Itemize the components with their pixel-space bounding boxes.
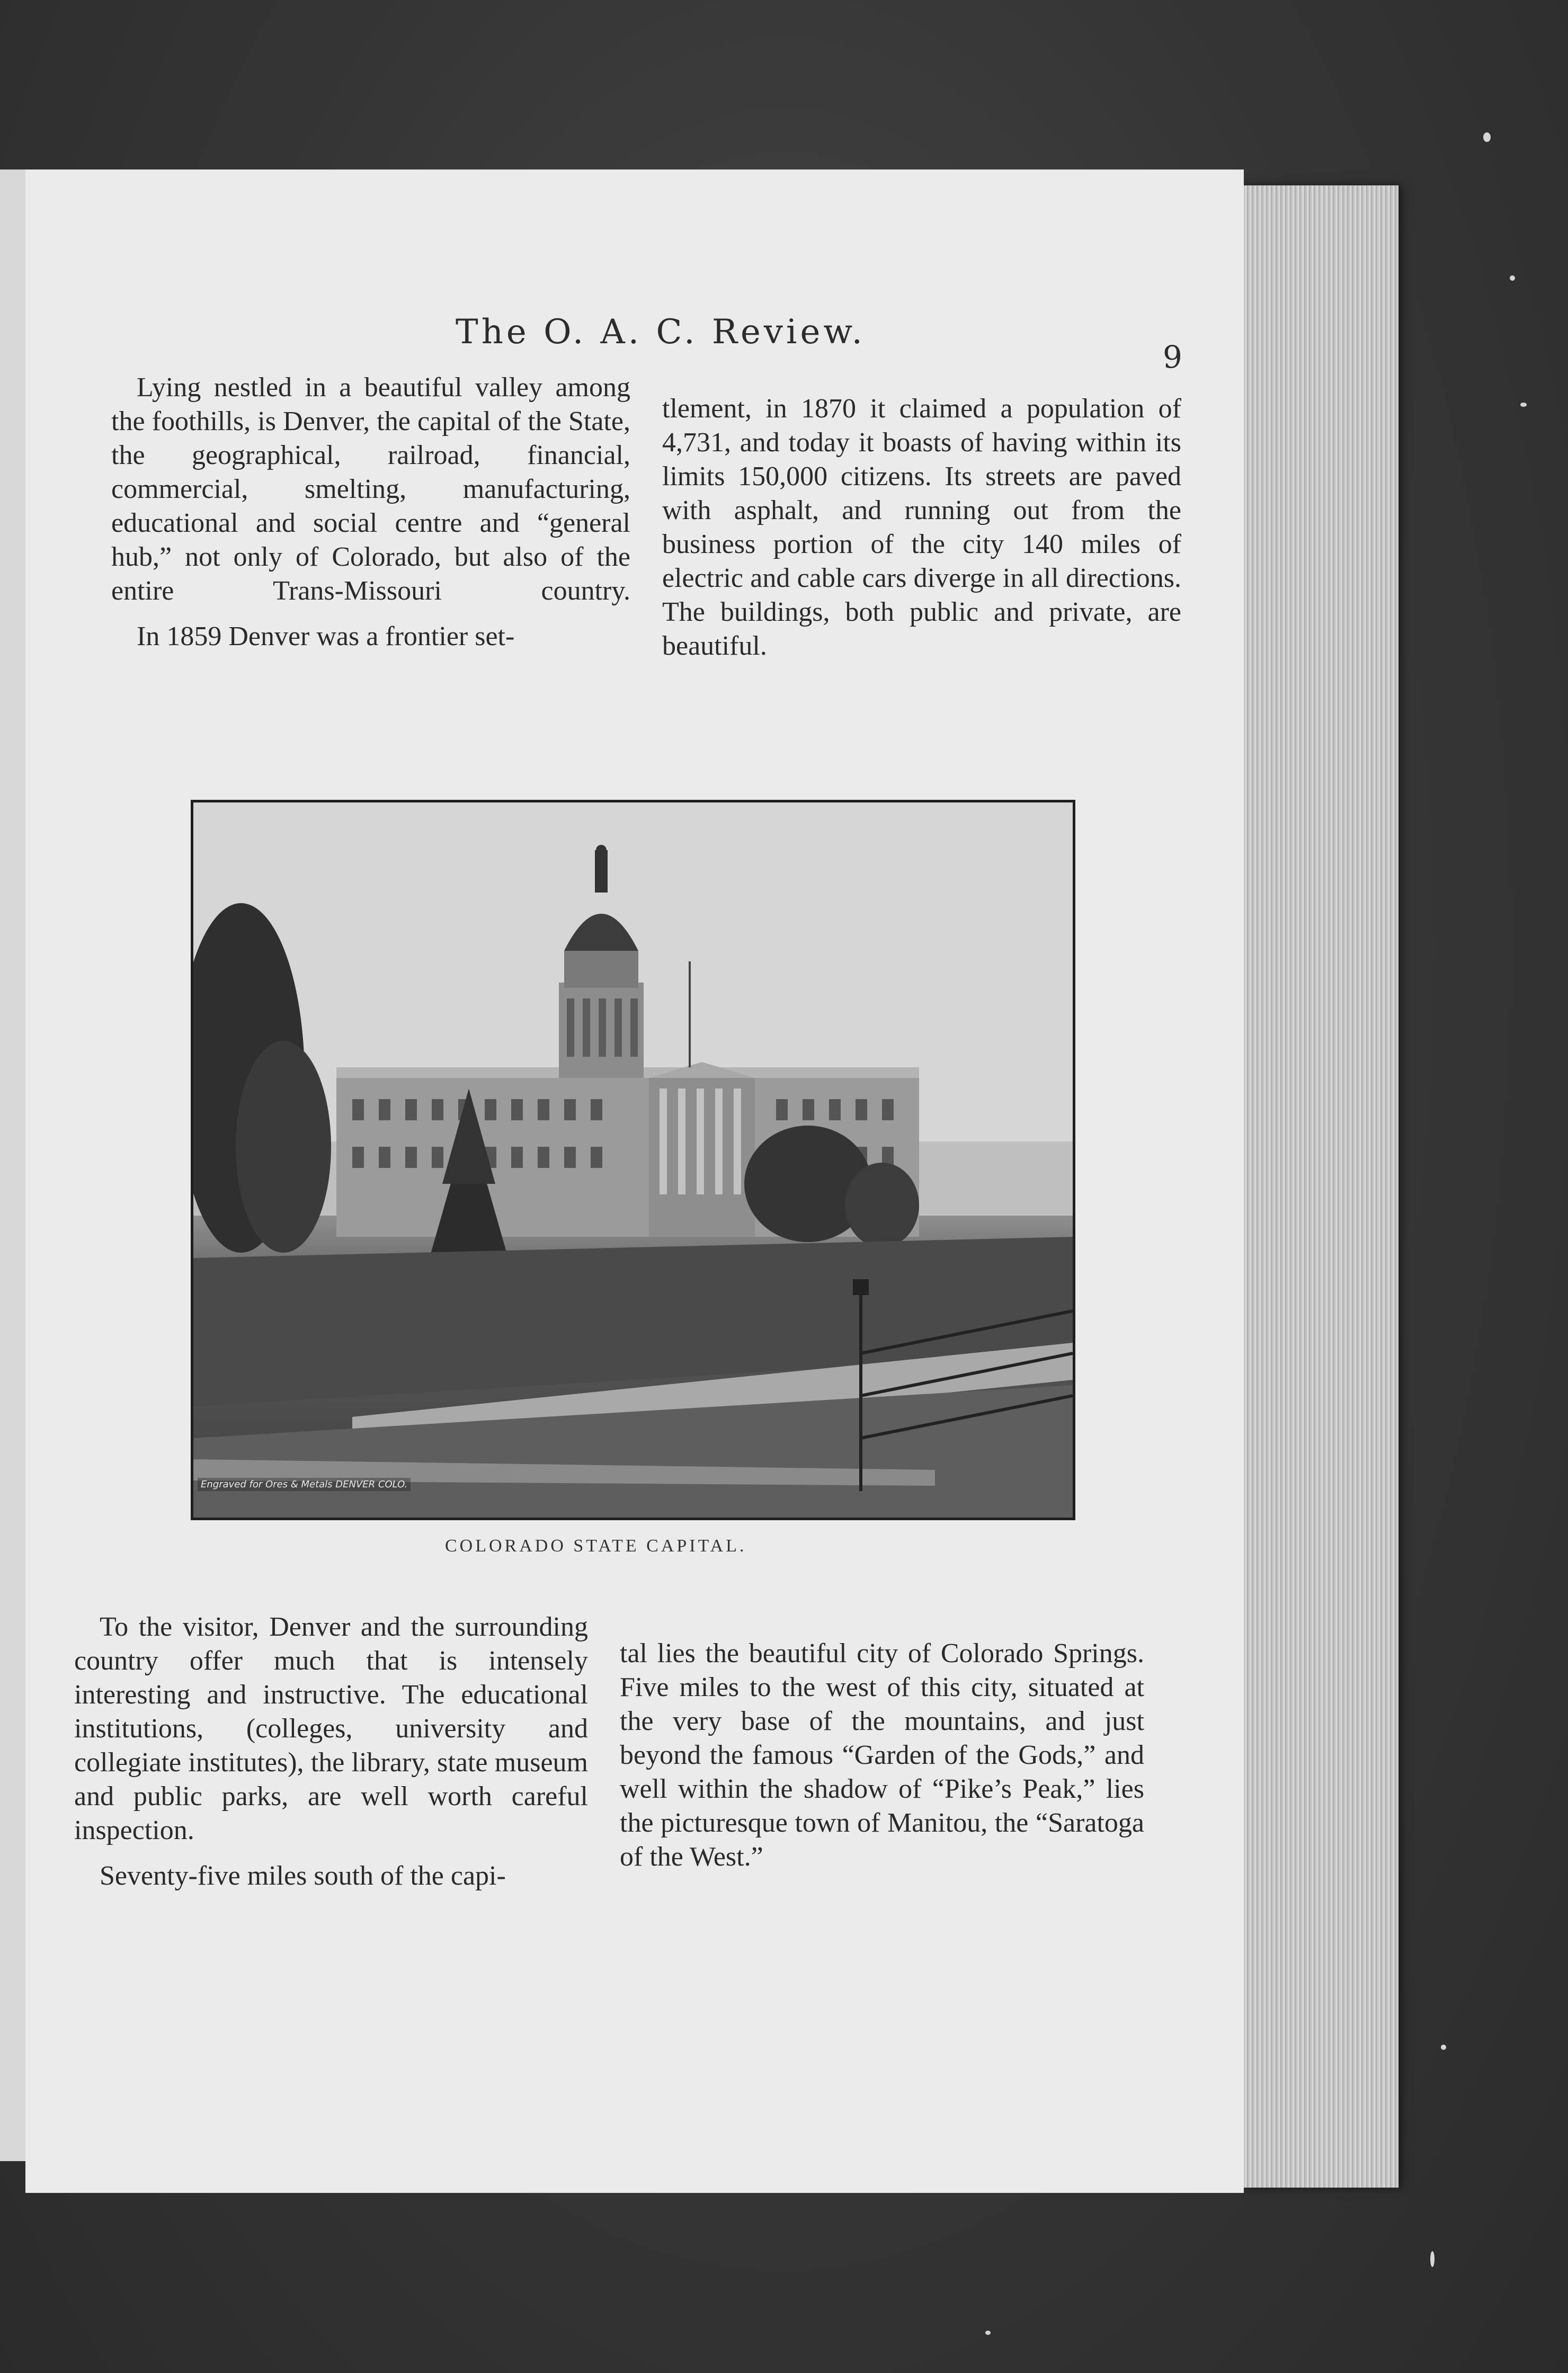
text-column-bottom-left — [74, 1610, 588, 1893]
figure-caption: COLORADO STATE CAPITAL. — [445, 1536, 747, 1556]
dust-speck — [1510, 275, 1515, 281]
text-column-bottom-right — [620, 1637, 1144, 1874]
dust-speck — [1520, 403, 1527, 407]
paragraph: Seventy-five miles south of the capi- — [100, 1861, 506, 1891]
engraver-credit: Engraved for Ores & Metals DENVER COLO. — [198, 1478, 411, 1491]
left-page-edge — [0, 170, 25, 2161]
paragraph: tlement, in 1870 it claimed a population of 4,731, and today it boasts of having within its limits 150,000 citizens. Its streets are paved with asphalt, and running out from the business portion of the city 140 miles of electric and cable cars diverge in all directions. The buildings, both public and private, are beautiful. — [662, 394, 1181, 661]
paragraph: To the visitor, Denver and the surrounding country offer much that is intensely interesting and instructive. The educational institutions, (colleges, university and collegiate institutes), the library, state museum and public parks, are well worth careful inspection. — [74, 1612, 588, 1845]
dust-speck — [1483, 132, 1491, 142]
text-column-top-right — [662, 392, 1181, 663]
capitol-engraving — [191, 800, 1075, 1520]
running-head: The O. A. C. Review. — [456, 313, 866, 352]
text-column-top-left — [111, 371, 630, 654]
dust-speck — [985, 2331, 991, 2335]
page-stack-edge — [1240, 185, 1398, 2188]
dust-speck — [1441, 2045, 1446, 2050]
capitol-building-illustration — [193, 802, 1073, 1518]
page-number: 9 — [1163, 339, 1182, 375]
dust-speck — [1430, 2251, 1435, 2267]
paragraph: Lying nestled in a beautiful valley among the foothills, is Denver, the capital of the State, the geographical, railroad, financial, commercial, smelting, manufacturing, educational and social centre and “general hub,” not only of Colorado, but also of the entire Trans-Missouri country. — [111, 372, 630, 606]
paragraph: In 1859 Denver was a frontier set- — [137, 621, 515, 652]
paragraph: tal lies the beautiful city of Colorado Springs. Five miles to the west of this city, situated at the very base of the mountains, and just beyond the famous “Garden of the Gods,” and well within the shadow of “Pike’s Peak,” lies the picturesque town of Manitou, the “Saratoga of the West.” — [620, 1638, 1144, 1872]
